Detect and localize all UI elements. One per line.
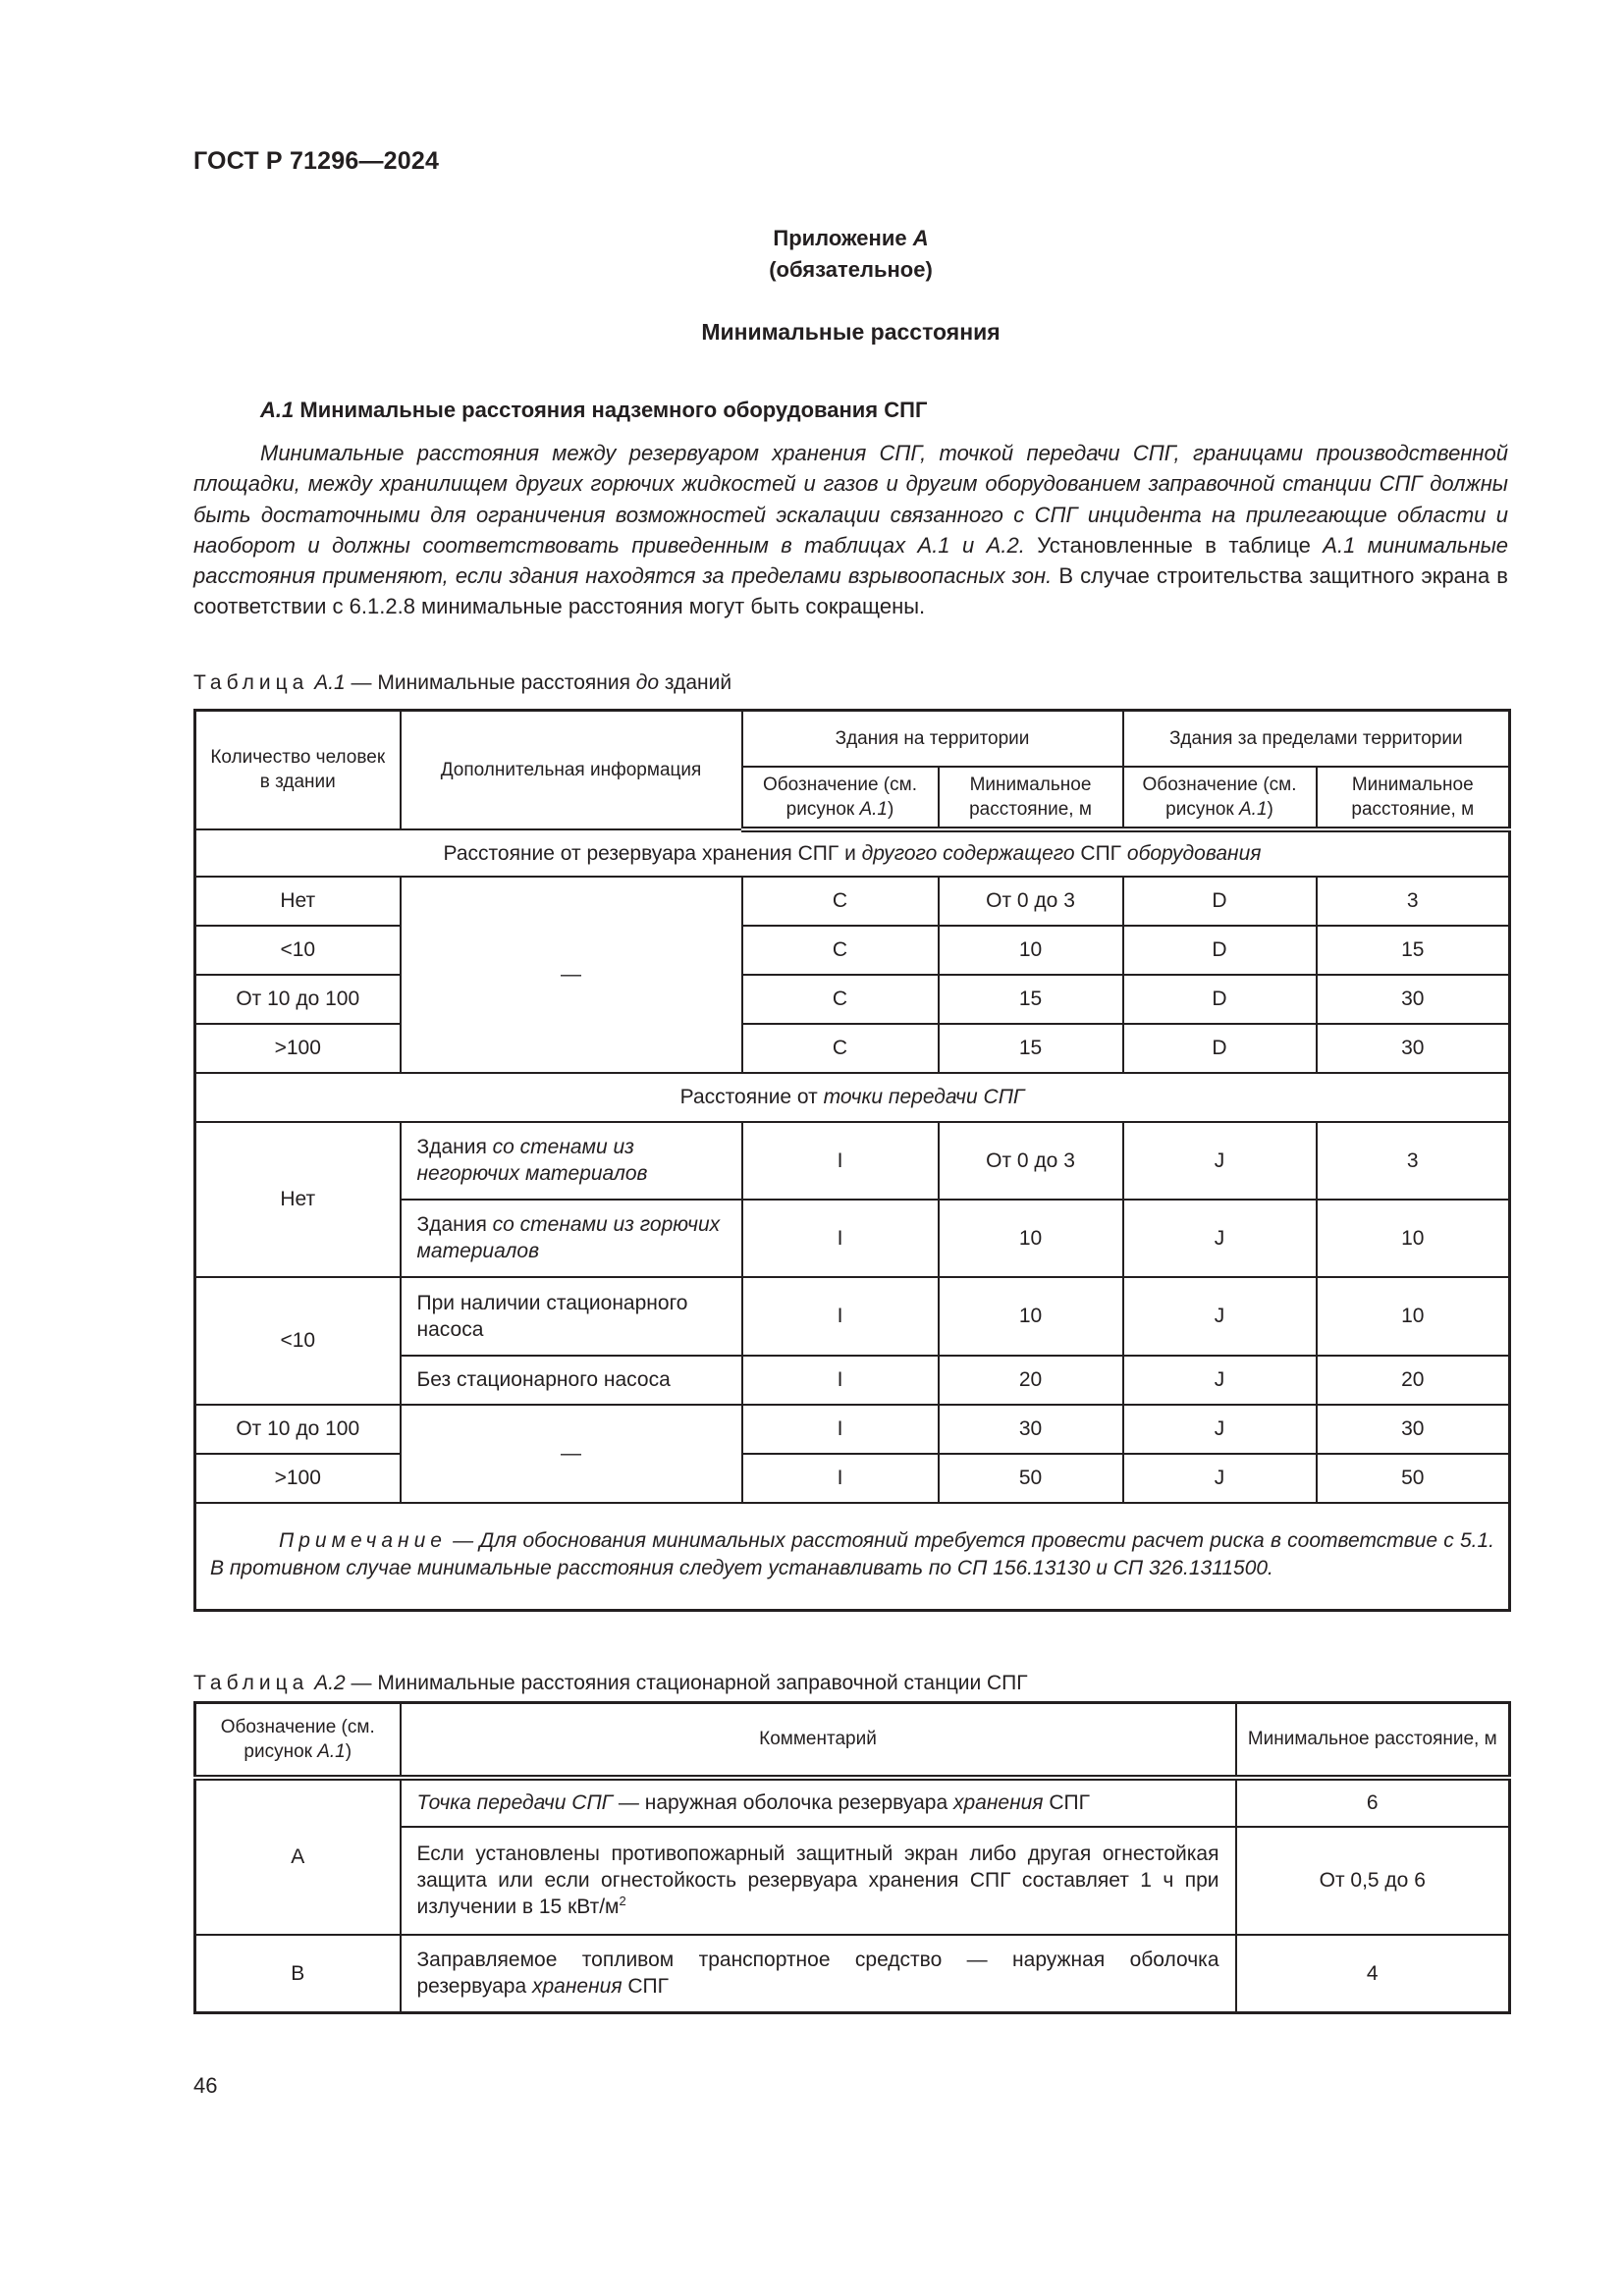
cell-off-distance: 30 (1317, 975, 1510, 1024)
table-row (195, 975, 1510, 1024)
cell-off-distance: 10 (1317, 1200, 1510, 1277)
document-code: ГОСТ Р 71296—2024 (193, 147, 440, 175)
cell-off-distance: 3 (1317, 1122, 1510, 1200)
header-ref: А.1 (1239, 798, 1268, 820)
cell-on-code: C (742, 1024, 939, 1073)
table-a1-caption (193, 671, 731, 695)
cell-distance: 6 (1236, 1778, 1510, 1827)
comment-text: Заправляемое топливом транспортное средство — наружная оболочка резервуара (416, 1949, 1219, 1999)
comment-text: — наружная оболочка резервуара (613, 1791, 953, 1814)
cell-on-distance: 10 (939, 1277, 1123, 1356)
header-text: ) (888, 798, 894, 820)
cell-on-code: I (742, 1200, 939, 1277)
section-text: точки передачи СПГ (823, 1086, 1025, 1108)
cell-info: Без стационарного насоса (401, 1356, 742, 1405)
cell-info: — (401, 1405, 742, 1503)
cell-on-distance: От 0 до 3 (939, 877, 1123, 926)
section-text: Расстояние от резервуара хранения СПГ и (443, 842, 862, 865)
cell-off-code: D (1123, 877, 1317, 926)
cell-off-code: J (1123, 1356, 1317, 1405)
cell-on-distance: 50 (939, 1454, 1123, 1503)
section-row (195, 1073, 1510, 1122)
header-additional-info: Дополнительная информация (401, 711, 742, 829)
section-title: Минимальные расстояния (701, 319, 1001, 345)
section-text: Расстояние от (679, 1086, 824, 1108)
info-text: Здания (416, 1213, 493, 1236)
cell-code: А (195, 1778, 401, 1935)
section-text: оборудования (1126, 842, 1262, 865)
cell-off-distance: 30 (1317, 1405, 1510, 1454)
cell-info (401, 1122, 742, 1200)
cell-comment (401, 1935, 1236, 2013)
comment-text: Если установлены противопожарный защитный экран либо другая огнестойкая защита или если огнестойкость резервуара хранения СПГ составляет 1 ч при излучении в 15 кВт/м (416, 1842, 1219, 1918)
annex-title (193, 226, 1508, 251)
caption-number: А.2 (314, 1672, 346, 1694)
header-text: ) (345, 1740, 352, 1762)
comment-text: хранения (531, 1975, 623, 1999)
cell-off-code: D (1123, 1024, 1317, 1073)
table-row (195, 1024, 1510, 1073)
annex-title-text: Приложение (773, 226, 913, 250)
cell-people: Нет (195, 1122, 401, 1277)
caption-text: — Минимальные расстояния стационарной заправочной станции СПГ (345, 1672, 1028, 1694)
table-note (195, 1503, 1510, 1611)
cell-on-distance: 10 (939, 926, 1123, 975)
caption-number: А.1 (314, 671, 346, 694)
intro-paragraph (193, 438, 1508, 622)
paragraph-text: Минимальные расстояния между резервуаром хранения СПГ, точкой передачи СПГ, границами производственной площадки, между хранилищем других горючих жидкостей и газов и другим оборудованием заправочной станции СПГ должны быть достаточными для ограничения возможностей эскалации связанного с СПГ инцидента на прилегающие области и наоборот и должны соответствовать приведенным в таблицах А.1 и А.2. (193, 441, 1508, 558)
cell-people: >100 (195, 1024, 401, 1073)
table-a2-caption (193, 1672, 1028, 1695)
cell-off-distance: 15 (1317, 926, 1510, 975)
cell-distance: 4 (1236, 1935, 1510, 2013)
subsection-title: Минимальные расстояния надземного оборудования СПГ (294, 398, 928, 422)
info-text: Здания (416, 1136, 493, 1158)
annex-letter: А (912, 226, 929, 250)
cell-off-distance: 50 (1317, 1454, 1510, 1503)
cell-people: <10 (195, 1277, 401, 1405)
cell-on-code: I (742, 1405, 939, 1454)
header-ref: А.1 (317, 1740, 346, 1762)
header-designation (1123, 767, 1317, 829)
table-row (195, 1778, 1510, 1827)
cell-on-distance: От 0 до 3 (939, 1122, 1123, 1200)
cell-on-code: I (742, 1454, 939, 1503)
table-row (195, 1277, 1510, 1356)
header-designation (195, 1703, 401, 1778)
cell-comment (401, 1778, 1236, 1827)
cell-on-code: I (742, 1277, 939, 1356)
cell-off-distance: 30 (1317, 1024, 1510, 1073)
header-ref: А.1 (859, 798, 889, 820)
section-row (195, 829, 1510, 877)
cell-on-distance: 15 (939, 975, 1123, 1024)
caption-word: Таблица (193, 671, 309, 694)
header-min-distance: Минимальное расстояние, м (1317, 767, 1510, 829)
subsection-number: А.1 (260, 398, 295, 422)
cell-on-distance: 20 (939, 1356, 1123, 1405)
cell-info (401, 1200, 742, 1277)
section-title-tank (195, 829, 1510, 877)
cell-on-code: C (742, 975, 939, 1024)
caption-word: Таблица (193, 1672, 309, 1694)
cell-off-code: J (1123, 1405, 1317, 1454)
cell-on-distance: 30 (939, 1405, 1123, 1454)
cell-on-code: I (742, 1122, 939, 1200)
header-off-territory: Здания за пределами территории (1123, 711, 1510, 767)
header-text: ) (1267, 798, 1273, 820)
cell-people: От 10 до 100 (195, 975, 401, 1024)
table-row (195, 926, 1510, 975)
cell-off-distance: 20 (1317, 1356, 1510, 1405)
note-label: Примечание (279, 1529, 447, 1553)
header-min-distance: Минимальное расстояние, м (939, 767, 1123, 829)
cell-people: >100 (195, 1454, 401, 1503)
header-designation (742, 767, 939, 829)
cell-off-code: D (1123, 975, 1317, 1024)
table-a2 (193, 1701, 1511, 2014)
superscript: 2 (619, 1894, 626, 1908)
cell-off-distance: 3 (1317, 877, 1510, 926)
cell-on-distance: 15 (939, 1024, 1123, 1073)
cell-off-code: J (1123, 1277, 1317, 1356)
caption-text: — Минимальные расстояния (345, 671, 636, 694)
cell-off-distance: 10 (1317, 1277, 1510, 1356)
cell-info: — (401, 877, 742, 1073)
comment-text: Точка передачи СПГ (416, 1791, 614, 1814)
note-text: — Для обоснования минимальных расстояний требуется провести расчет риска в соответствие с 5.1. В противном случае минимальные расстояния следует устанавливать по СП 156.13130 и СП 326.1311500. (210, 1529, 1495, 1580)
cell-comment (401, 1827, 1236, 1935)
cell-people: <10 (195, 926, 401, 975)
comment-text: хранения (952, 1791, 1044, 1814)
cell-on-distance: 10 (939, 1200, 1123, 1277)
cell-off-code: D (1123, 926, 1317, 975)
cell-off-code: J (1123, 1122, 1317, 1200)
cell-info: При наличии стационарного насоса (401, 1277, 742, 1356)
table-row (195, 1454, 1510, 1503)
header-comment: Комментарий (401, 1703, 1236, 1778)
paragraph-text: В случае строительства защитного экрана в соответствии с 6.1.2.8 минимальные расстояния могут быть сокращены. (193, 563, 1508, 619)
table-row (195, 1405, 1510, 1454)
section-title-transfer-point (195, 1073, 1510, 1122)
info-text: со стенами из горючих материалов (416, 1213, 721, 1262)
header-people-count: Количество человек в здании (195, 711, 401, 829)
table-row (195, 1122, 1510, 1200)
cell-distance: От 0,5 до 6 (1236, 1827, 1510, 1935)
header-text: Обозначение (см. рисунок (763, 774, 917, 820)
cell-on-code: C (742, 926, 939, 975)
cell-on-code: I (742, 1356, 939, 1405)
subsection-heading (260, 398, 927, 423)
page-number: 46 (193, 2073, 218, 2098)
comment-text: СПГ (1043, 1791, 1090, 1814)
header-on-territory: Здания на территории (742, 711, 1123, 767)
table-row (195, 1935, 1510, 2013)
note-row (195, 1503, 1510, 1611)
section-text: СПГ (1074, 842, 1127, 865)
comment-text: СПГ (622, 1975, 669, 1999)
caption-text: до (635, 671, 660, 694)
header-text: Обозначение (см. рисунок (220, 1716, 375, 1762)
paragraph-text: Установленные в таблице (1037, 532, 1324, 558)
annex-status: (обязательное) (769, 257, 933, 282)
cell-on-code: C (742, 877, 939, 926)
cell-code: В (195, 1935, 401, 2013)
header-min-distance: Минимальное расстояние, м (1236, 1703, 1510, 1778)
cell-off-code: J (1123, 1200, 1317, 1277)
table-a1 (193, 709, 1511, 1612)
cell-people: От 10 до 100 (195, 1405, 401, 1454)
info-text: со стенами из негорючих материалов (416, 1136, 648, 1185)
cell-people: Нет (195, 877, 401, 926)
paragraph-text: А.1 минимальные расстояния применяют, если здания находятся за пределами взрывоопасных зон. (193, 532, 1508, 589)
header-text: Обозначение (см. рисунок (1142, 774, 1297, 820)
cell-off-code: J (1123, 1454, 1317, 1503)
section-text: другого содержащего (861, 842, 1075, 865)
table-row (195, 877, 1510, 926)
caption-text: зданий (659, 671, 732, 694)
